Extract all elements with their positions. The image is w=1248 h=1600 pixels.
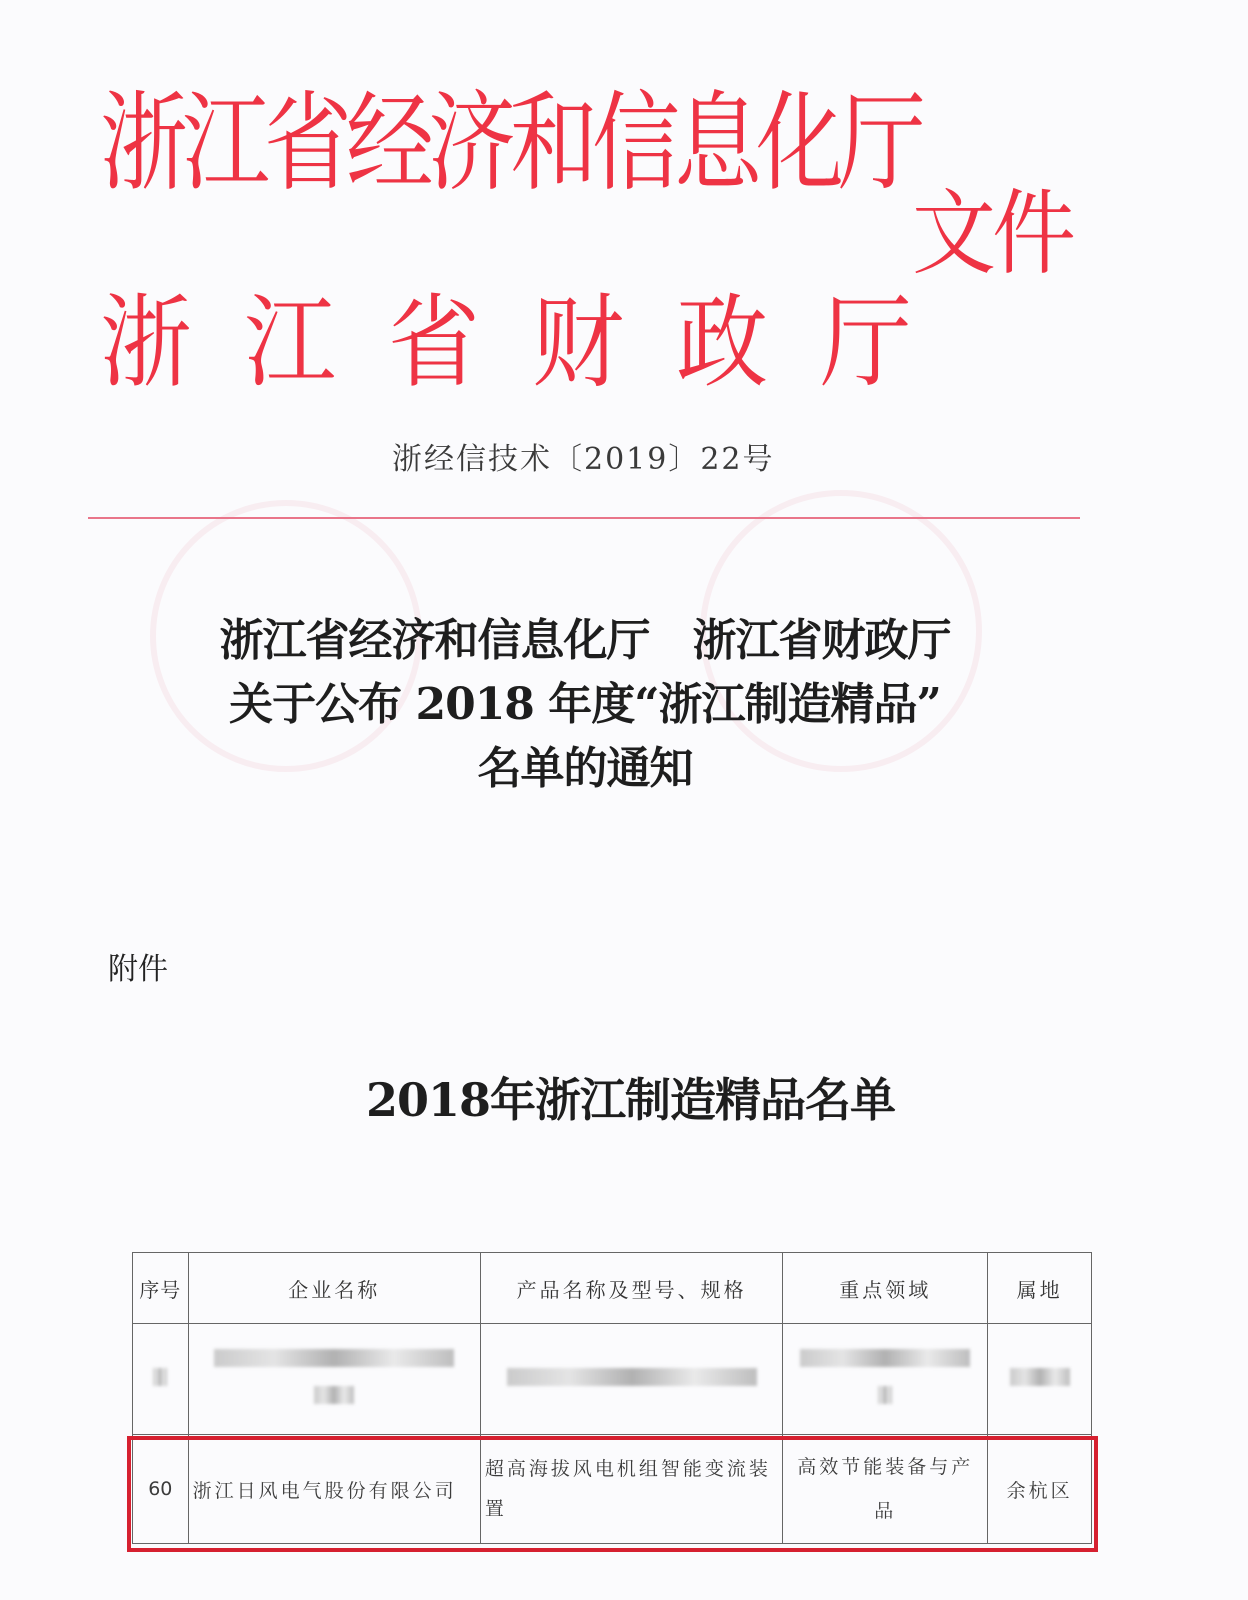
cell-company: 浙江日风电气股份有限公司 <box>188 1435 480 1544</box>
attachment-label: 附件 <box>108 952 168 987</box>
notice-title-line-2: 关于公布 2018 年度“浙江制造精品” <box>229 679 941 730</box>
red-divider <box>88 517 1080 519</box>
table-row-obscured <box>133 1324 1092 1435</box>
cell-field: 高效节能装备与产品 <box>783 1435 988 1544</box>
obscured-cell <box>988 1324 1092 1435</box>
cell-index: 60 <box>133 1435 189 1544</box>
header-field: 重点领域 <box>783 1253 988 1324</box>
obscured-cell <box>480 1324 782 1435</box>
header-product: 产品名称及型号、规格 <box>480 1253 782 1324</box>
list-title: 2018年浙江制造精品名单 <box>366 1073 896 1127</box>
header-company: 企业名称 <box>188 1253 480 1324</box>
bleed-through-text <box>620 8 1020 52</box>
table-row-highlighted <box>133 1435 1092 1544</box>
header-location: 属地 <box>988 1253 1092 1324</box>
obscured-cell <box>783 1324 988 1435</box>
obscured-cell <box>188 1324 480 1435</box>
notice-title-line-3: 名单的通知 <box>477 743 693 794</box>
letterhead-issuer-1: 浙江省经济和信息化厅 <box>100 79 921 206</box>
notice-title-line-1: 浙江省经济和信息化厅 浙江省财政厅 <box>219 615 951 666</box>
cell-location: 余杭区 <box>988 1435 1092 1544</box>
obscured-cell <box>133 1324 189 1435</box>
table-header-row <box>133 1253 1092 1324</box>
header-index: 序号 <box>133 1253 189 1324</box>
product-list-table <box>132 1252 1092 1544</box>
letterhead-doc-suffix: 文件 <box>912 179 1073 288</box>
letterhead-issuer-2: 浙江省财政厅 <box>100 284 965 402</box>
cell-product: 超高海拔风电机组智能变流装置 <box>480 1435 782 1544</box>
document-number: 浙经信技术〔2019〕22号 <box>392 442 775 477</box>
